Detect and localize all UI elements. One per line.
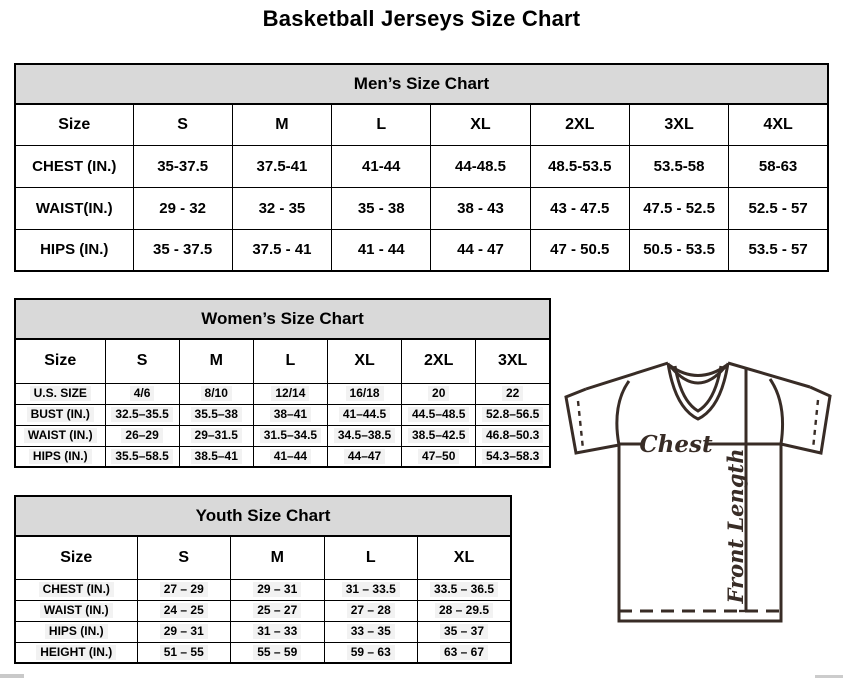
row-label [15, 446, 105, 467]
size-value-cell: 44 - 47 [431, 229, 530, 271]
size-value-cell [476, 404, 550, 425]
column-header: S [137, 536, 231, 579]
cell-text: 29 – 31 [253, 582, 301, 597]
right-shoulder-seam [728, 363, 810, 387]
size-value-cell [327, 425, 401, 446]
column-header: 2XL [402, 339, 476, 383]
cell-text: 25 – 27 [253, 603, 301, 618]
size-value-cell [253, 404, 327, 425]
cell-text: 35 – 37 [440, 624, 488, 639]
column-header: XL [327, 339, 401, 383]
cell-text: HIPS (IN.) [45, 624, 108, 639]
size-value-cell [231, 600, 325, 621]
table-row [15, 579, 511, 600]
cell-text: 24 – 25 [160, 603, 208, 618]
right-sleeve-outline [781, 387, 830, 453]
column-header: Size [15, 339, 105, 383]
youth-chart-title: Youth Size Chart [14, 495, 512, 535]
size-value-cell [105, 446, 179, 467]
jersey-measurement-diagram [556, 356, 840, 628]
size-value-cell: 58-63 [729, 145, 828, 187]
size-value-cell [253, 425, 327, 446]
size-value-cell [418, 621, 512, 642]
column-header: S [133, 104, 232, 145]
womens-size-chart-section [14, 298, 551, 468]
cell-text: 47–50 [418, 449, 459, 464]
column-header: L [332, 104, 431, 145]
row-label: HIPS (IN.) [15, 229, 133, 271]
row-label [15, 579, 137, 600]
cell-text: 12/14 [271, 386, 309, 401]
cell-text: 16/18 [346, 386, 384, 401]
column-header: Size [15, 536, 137, 579]
cropped-ui-fragment-left [0, 674, 24, 678]
mens-chart-title: Men’s Size Chart [14, 63, 829, 103]
column-header: XL [418, 536, 512, 579]
size-value-cell: 35 - 37.5 [133, 229, 232, 271]
row-label: CHEST (IN.) [15, 145, 133, 187]
cell-text: 33 – 35 [347, 624, 395, 639]
cell-text: 55 – 59 [253, 645, 301, 660]
column-header: 4XL [729, 104, 828, 145]
size-value-cell [418, 579, 512, 600]
column-header: XL [431, 104, 530, 145]
size-value-cell [402, 425, 476, 446]
cell-text: WAIST (IN.) [40, 603, 113, 618]
size-value-cell [231, 642, 325, 663]
size-value-cell [402, 446, 476, 467]
size-value-cell [327, 404, 401, 425]
cell-text: 44.5–48.5 [408, 407, 469, 422]
womens-chart-title: Women’s Size Chart [14, 298, 551, 338]
size-value-cell [137, 579, 231, 600]
row-label [15, 600, 137, 621]
cell-text: 26–29 [121, 428, 162, 443]
cell-text: 38.5–41 [191, 449, 242, 464]
size-value-cell: 47.5 - 52.5 [629, 187, 728, 229]
youth-size-table [14, 535, 512, 664]
cell-text: 31 – 33 [253, 624, 301, 639]
column-header: 3XL [476, 339, 550, 383]
cell-text: 27 – 28 [347, 603, 395, 618]
size-value-cell [179, 383, 253, 404]
table-row [15, 600, 511, 621]
cell-text: 59 – 63 [347, 645, 395, 660]
size-value-cell [324, 621, 418, 642]
cell-text: 27 – 29 [160, 582, 208, 597]
table-row [15, 145, 828, 187]
size-value-cell [105, 425, 179, 446]
left-cuff-dashed-line [578, 401, 583, 449]
cell-text: 54.3–58.3 [482, 449, 543, 464]
size-value-cell [137, 600, 231, 621]
cell-text: HIPS (IN.) [29, 449, 92, 464]
table-row [15, 229, 828, 271]
size-value-cell [137, 642, 231, 663]
column-header: L [253, 339, 327, 383]
youth-size-chart-section [14, 495, 512, 664]
cell-text: 38–41 [270, 407, 311, 422]
size-value-cell [402, 404, 476, 425]
cell-text: BUST (IN.) [27, 407, 94, 422]
size-value-cell [105, 404, 179, 425]
cell-text: 41–44.5 [339, 407, 390, 422]
column-header: M [232, 104, 331, 145]
cell-text: 4/6 [130, 386, 155, 401]
mens-column-header-row [15, 104, 828, 145]
size-value-cell: 35 - 38 [332, 187, 431, 229]
size-value-cell: 41-44 [332, 145, 431, 187]
cell-text: HEIGHT (IN.) [36, 645, 116, 660]
front-length-label: Front Length [723, 448, 748, 604]
cell-text: 20 [428, 386, 449, 401]
mens-size-table [14, 103, 829, 272]
size-value-cell [327, 383, 401, 404]
column-header: L [324, 536, 418, 579]
table-row [15, 621, 511, 642]
cell-text: 52.8–56.5 [482, 407, 543, 422]
cell-text: U.S. SIZE [30, 386, 91, 401]
table-row [15, 642, 511, 663]
cell-text: 33.5 – 36.5 [430, 582, 498, 597]
cell-text: 8/10 [201, 386, 232, 401]
size-value-cell: 37.5-41 [232, 145, 331, 187]
column-header: M [179, 339, 253, 383]
size-value-cell [253, 446, 327, 467]
column-header: Size [15, 104, 133, 145]
size-value-cell [179, 404, 253, 425]
row-label: WAIST(IN.) [15, 187, 133, 229]
cell-text: 41–44 [270, 449, 311, 464]
size-value-cell [324, 600, 418, 621]
cell-text: 38.5–42.5 [408, 428, 469, 443]
size-value-cell: 41 - 44 [332, 229, 431, 271]
left-armhole-seam [617, 381, 629, 445]
row-label [15, 642, 137, 663]
row-label [15, 425, 105, 446]
column-header: M [231, 536, 325, 579]
womens-size-table [14, 338, 551, 468]
cell-text: 29–31.5 [191, 428, 242, 443]
size-value-cell [476, 446, 550, 467]
page-title: Basketball Jerseys Size Chart [262, 6, 581, 31]
cell-text: 31.5–34.5 [260, 428, 321, 443]
size-value-cell [476, 425, 550, 446]
size-value-cell [418, 600, 512, 621]
size-value-cell [231, 621, 325, 642]
row-label [15, 621, 137, 642]
left-sleeve-outline [566, 389, 619, 453]
size-value-cell: 53.5 - 57 [729, 229, 828, 271]
size-value-cell: 48.5-53.5 [530, 145, 629, 187]
size-value-cell: 47 - 50.5 [530, 229, 629, 271]
size-value-cell [327, 446, 401, 467]
right-cuff-dashed-line [813, 400, 818, 449]
cell-text: 44–47 [344, 449, 385, 464]
womens-column-header-row [15, 339, 550, 383]
table-row [15, 383, 550, 404]
table-row [15, 404, 550, 425]
size-value-cell [402, 383, 476, 404]
cell-text: 63 – 67 [440, 645, 488, 660]
size-value-cell: 53.5-58 [629, 145, 728, 187]
chest-label: Chest [639, 431, 713, 458]
size-value-cell [105, 383, 179, 404]
cell-text: 46.8–50.3 [482, 428, 543, 443]
table-row [15, 187, 828, 229]
table-row [15, 446, 550, 467]
mens-size-chart-section [14, 63, 829, 272]
size-value-cell: 52.5 - 57 [729, 187, 828, 229]
cell-text: 31 – 33.5 [342, 582, 400, 597]
size-value-cell [137, 621, 231, 642]
size-value-cell [418, 642, 512, 663]
row-label [15, 404, 105, 425]
size-value-cell [179, 425, 253, 446]
size-value-cell: 50.5 - 53.5 [629, 229, 728, 271]
cell-text: CHEST (IN.) [39, 582, 114, 597]
body-outline [619, 444, 781, 621]
size-value-cell [476, 383, 550, 404]
size-value-cell: 35-37.5 [133, 145, 232, 187]
table-row [15, 425, 550, 446]
cell-text: 51 – 55 [160, 645, 208, 660]
size-value-cell [324, 642, 418, 663]
size-value-cell: 43 - 47.5 [530, 187, 629, 229]
size-value-cell: 38 - 43 [431, 187, 530, 229]
cell-text: 35.5–38 [191, 407, 242, 422]
size-value-cell: 29 - 32 [133, 187, 232, 229]
cell-text: 22 [502, 386, 523, 401]
cell-text: 32.5–35.5 [111, 407, 172, 422]
size-value-cell [231, 579, 325, 600]
size-value-cell: 44-48.5 [431, 145, 530, 187]
cropped-ui-fragment-right [815, 675, 843, 678]
cell-text: WAIST (IN.) [24, 428, 97, 443]
size-value-cell [253, 383, 327, 404]
column-header: 2XL [530, 104, 629, 145]
right-armhole-seam [770, 379, 783, 444]
column-header: S [105, 339, 179, 383]
cell-text: 34.5–38.5 [334, 428, 395, 443]
size-value-cell: 32 - 35 [232, 187, 331, 229]
cell-text: 29 – 31 [160, 624, 208, 639]
youth-column-header-row [15, 536, 511, 579]
size-value-cell [179, 446, 253, 467]
size-value-cell: 37.5 - 41 [232, 229, 331, 271]
size-value-cell [324, 579, 418, 600]
row-label [15, 383, 105, 404]
cell-text: 35.5–58.5 [111, 449, 172, 464]
cell-text: 28 – 29.5 [435, 603, 493, 618]
column-header: 3XL [629, 104, 728, 145]
